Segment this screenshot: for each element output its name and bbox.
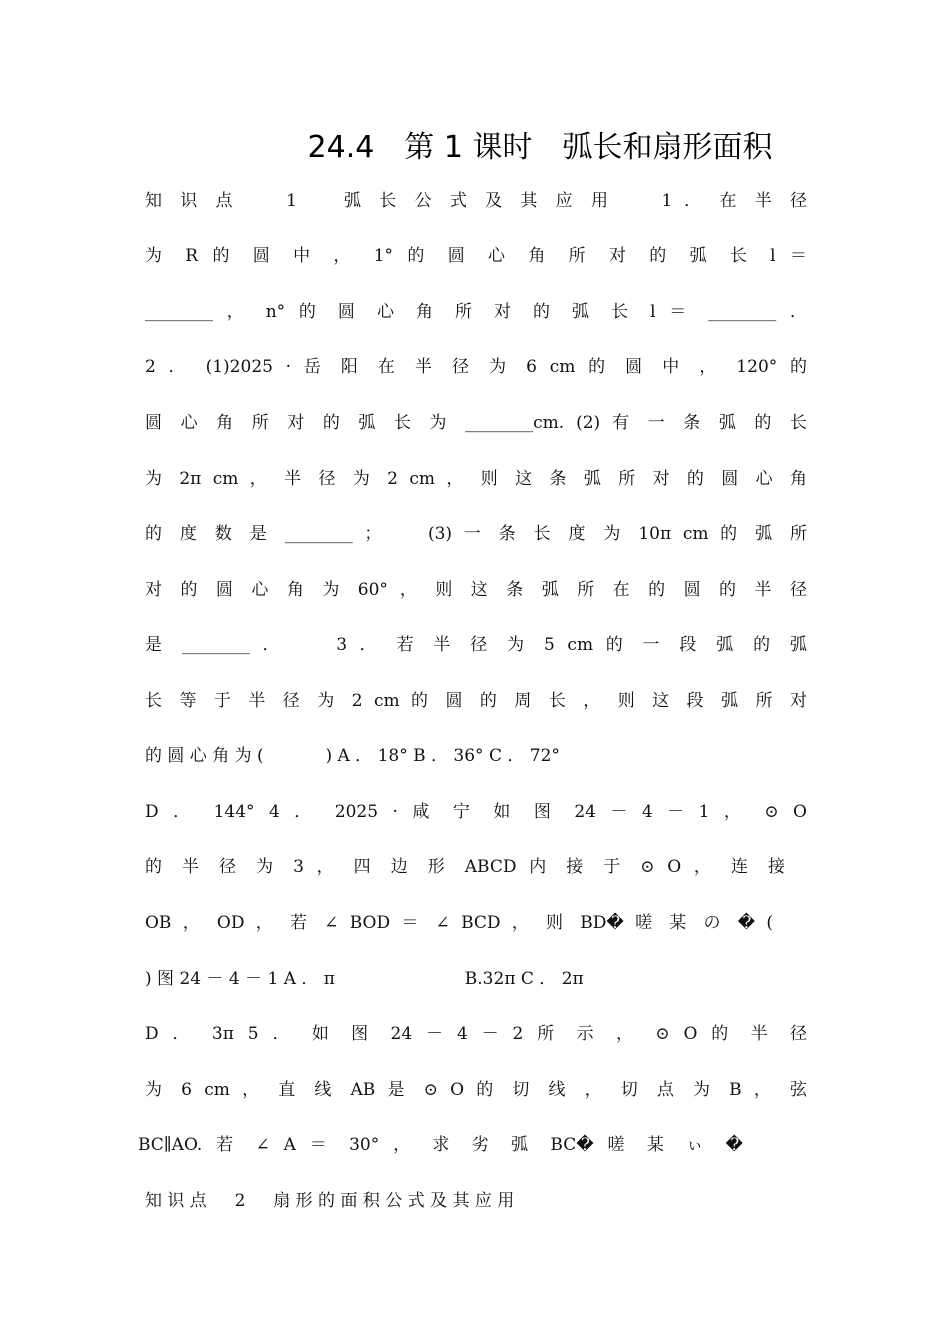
text-line-12: D ． 144° 4 ． 2025 · 咸 宁 如 图 24 － 4 － 1 ， ⊙ O [145,802,807,822]
text-line-16: D ． 3π 5 ． 如 图 24 － 4 － 2 所 示 ， ⊙ O 的 半 径 [145,1024,807,1044]
text-line-7: 的 度 数 是 ________ ； (3) 一 条 长 度 为 10π cm 的 弧 所 [145,524,807,544]
text-line-1: 知 识 点 1 弧 长 公 式 及 其 应 用 1 ． 在 半 径 [145,191,807,211]
text-line-6: 为 2π cm ， 半 径 为 2 cm ， 则 这 条 弧 所 对 的 圆 心 角 [145,469,807,489]
text-line-19: 知 识 点 2 扇 形 的 面 积 公 式 及 其 应 用 [145,1191,515,1211]
text-line-11: 的 圆 心 角 为 ( ) A ． 18° B ． 36° C ． 72° [145,746,560,766]
text-line-10: 长 等 于 半 径 为 2 cm 的 圆 的 周 长 ， 则 这 段 弧 所 对 [145,691,807,711]
text-line-2: 为 R 的 圆 中 ， 1° 的 圆 心 角 所 对 的 弧 长 l ＝ [145,246,847,266]
text-line-9: 是 ________ ． 3 ． 若 半 径 为 5 cm 的 一 段 弧 的 弧 [145,635,807,655]
text-line-5: 圆 心 角 所 对 的 弧 长 为 ________cm. (2) 有 一 条 弧 的 长 [145,413,807,433]
page-title: 24.4 第 1 课时 弧长和扇形面积 [307,130,773,165]
text-line-15: ) 图 24 － 4 － 1 A ． π B.32π C ． 2π [145,969,607,989]
text-line-18: BC∥AO. 若 ∠ A ＝ 30° ， 求 劣 弧 BC� 嗟 某 ぃ � [138,1135,743,1155]
text-line-3: ________ ， n° 的 圆 心 角 所 对 的 弧 长 l ＝ ________ ． [145,302,807,322]
text-line-4: 2 ． (1)2025 · 岳 阳 在 半 径 为 6 cm 的 圆 中 ， 120° 的 [145,357,807,377]
text-line-14: OB ， OD ， 若 ∠ BOD ＝ ∠ BCD ， 则 BD� 嗟 某 の � ( [145,913,773,933]
text-line-17: 为 6 cm ， 直 线 AB 是 ⊙ O 的 切 线 ， 切 点 为 B ， 弦 [145,1080,807,1100]
text-line-8: 对 的 圆 心 角 为 60° ， 则 这 条 弧 所 在 的 圆 的 半 径 [145,580,807,600]
text-line-13: 的 半 径 为 3 ， 四 边 形 ABCD 内 接 于 ⊙ O ， 连 接 [145,857,808,877]
